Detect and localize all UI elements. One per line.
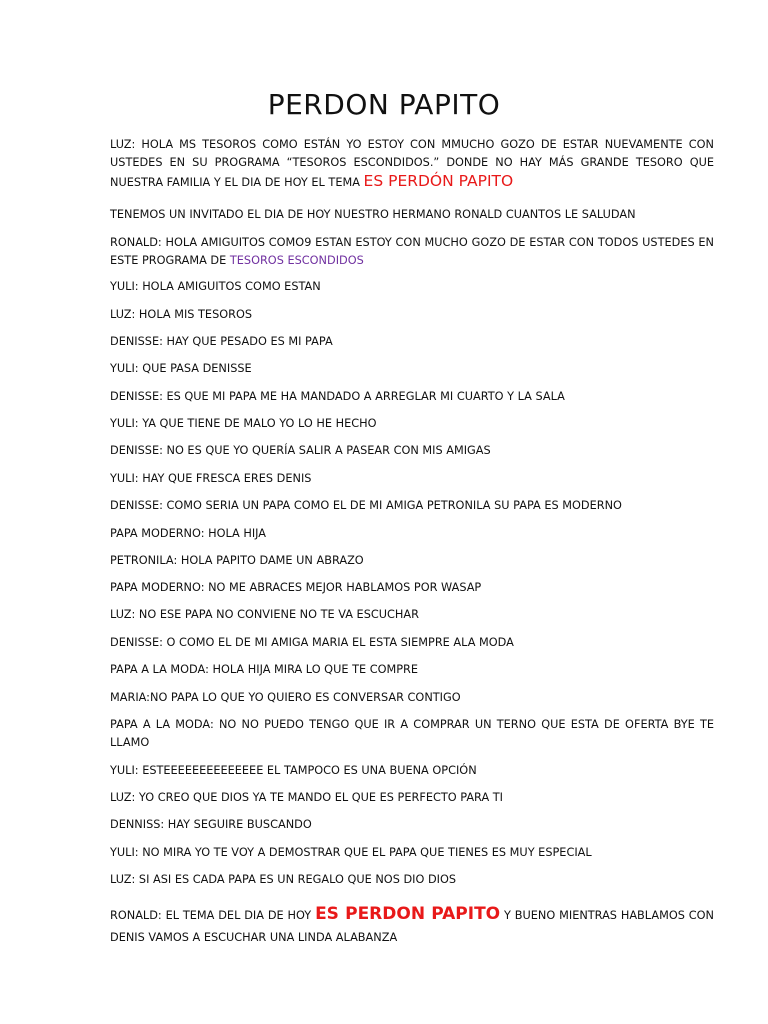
dialogue-line: DENISSE: HAY QUE PESADO ES MI PAPA bbox=[110, 335, 333, 348]
ronald-greeting-highlight: TESOROS ESCONDIDOS bbox=[229, 254, 364, 267]
dialogue-line: DENISSE: ES QUE MI PAPA ME HA MANDADO A ARREGLAR MI CUARTO Y LA SALA bbox=[110, 390, 565, 403]
dialogue-line: PAPA A LA MODA: HOLA HIJA MIRA LO QUE TE COMPRE bbox=[110, 663, 419, 676]
page-title: PERDON PAPITO bbox=[267, 88, 501, 121]
paragraph-intro bbox=[110, 136, 714, 192]
closing-highlight: ES PERDON PAPITO bbox=[315, 904, 501, 924]
intro-text: LUZ: HOLA MS TESOROS COMO ESTÁN YO ESTOY CON MMUCHO GOZO DE ESTAR NUEVAMENTE CON USTEDES EN SU PROGRAMA “TESOROS ESCONDIDOS.” DONDE NO HAY MÁS GRANDE TESORO QUE NUESTRA FAMILIA Y EL DIA DE HOY EL TEMA bbox=[110, 138, 714, 189]
intro-highlight: ES PERDÓN PAPITO bbox=[363, 172, 514, 190]
dialogue-line: DENISSE: O COMO EL DE MI AMIGA MARIA EL ESTA SIEMPRE ALA MODA bbox=[110, 636, 514, 649]
dialogue-line: MARIA:NO PAPA LO QUE YO QUIERO ES CONVERSAR CONTIGO bbox=[110, 691, 461, 704]
dialogue-line: PETRONILA: HOLA PAPITO DAME UN ABRAZO bbox=[110, 554, 364, 567]
closing-text-before: RONALD: EL TEMA DEL DIA DE HOY bbox=[110, 909, 316, 922]
dialogue-line: DENNISS: HAY SEGUIRE BUSCANDO bbox=[110, 818, 312, 831]
paragraph-closing bbox=[110, 903, 714, 949]
dialogue-line: PAPA MODERNO: NO ME ABRACES MEJOR HABLAMOS POR WASAP bbox=[110, 581, 482, 594]
dialogue-line: PAPA A LA MODA: NO NO PUEDO TENGO QUE IR A COMPRAR UN TERNO QUE ESTA DE OFERTA BYE TE LLAMO bbox=[110, 718, 714, 749]
dialogue-line: DENISSE: COMO SERIA UN PAPA COMO EL DE MI AMIGA PETRONILA SU PAPA ES MODERNO bbox=[110, 499, 622, 512]
dialogue-line: YULI: HAY QUE FRESCA ERES DENIS bbox=[110, 472, 312, 485]
dialogue-line: PAPA MODERNO: HOLA HIJA bbox=[110, 527, 267, 540]
dialogue-line: LUZ: HOLA MIS TESOROS bbox=[110, 308, 253, 321]
dialogue-line: YULI: NO MIRA YO TE VOY A DEMOSTRAR QUE EL PAPA QUE TIENES ES MUY ESPECIAL bbox=[110, 846, 592, 859]
dialogue-line: LUZ: YO CREO QUE DIOS YA TE MANDO EL QUE ES PERFECTO PARA TI bbox=[110, 791, 503, 804]
paragraph-guest: TENEMOS UN INVITADO EL DIA DE HOY NUESTRO HERMANO RONALD CUANTOS LE SALUDAN bbox=[110, 208, 636, 221]
dialogue-line: LUZ: NO ESE PAPA NO CONVIENE NO TE VA ESCUCHAR bbox=[110, 608, 419, 621]
dialogue-line: LUZ: SI ASI ES CADA PAPA ES UN REGALO QUE NOS DIO DIOS bbox=[110, 873, 457, 886]
dialogue-line: YULI: ESTEEEEEEEEEEEEEE EL TAMPOCO ES UNA BUENA OPCIÓN bbox=[110, 764, 477, 777]
dialogue-line: DENISSE: NO ES QUE YO QUERÍA SALIR A PASEAR CON MIS AMIGAS bbox=[110, 444, 491, 457]
dialogue-line: YULI: YA QUE TIENE DE MALO YO LO HE HECHO bbox=[110, 417, 377, 430]
ronald-greeting-text: RONALD: HOLA AMIGUITOS COMO9 ESTAN ESTOY CON MUCHO GOZO DE ESTAR CON TODOS USTEDES EN ESTE PROGRAMA DE bbox=[110, 236, 714, 267]
paragraph-ronald-greeting bbox=[110, 234, 714, 270]
dialogue-line: YULI: QUE PASA DENISSE bbox=[110, 362, 252, 375]
dialogue-line: YULI: HOLA AMIGUITOS COMO ESTAN bbox=[110, 280, 321, 293]
closing-text-after: Y BUENO MIENTRAS HABLAMOS CON DENIS VAMOS A ESCUCHAR UNA LINDA ALABANZA bbox=[110, 909, 714, 944]
